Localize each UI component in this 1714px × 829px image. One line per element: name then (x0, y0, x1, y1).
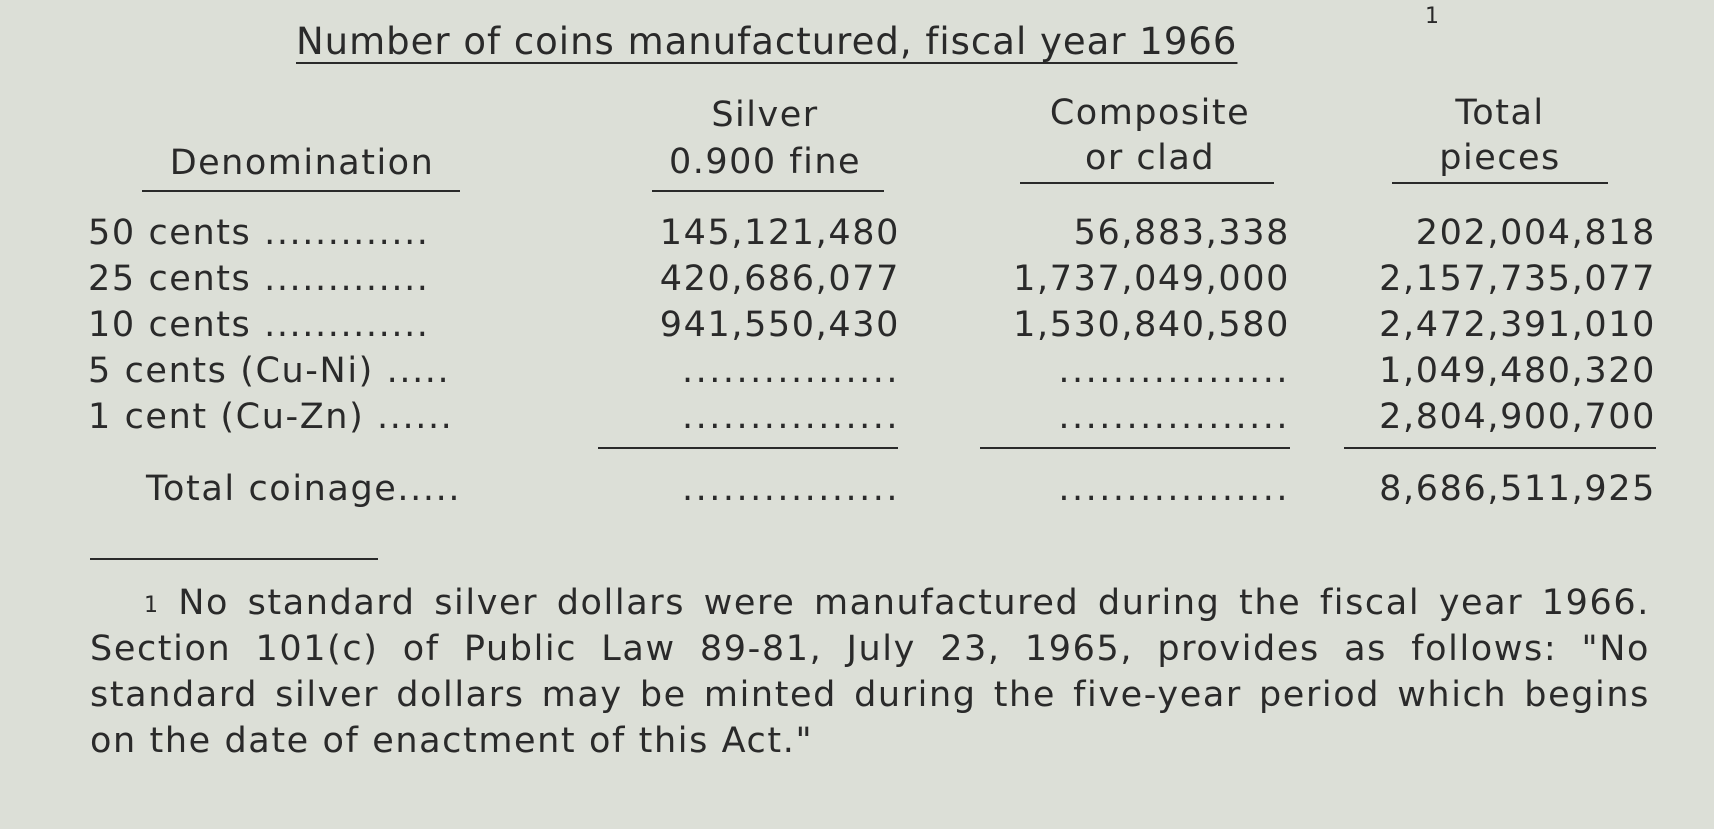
table-title: Number of coins manufactured, fiscal year 1966 (296, 20, 1238, 63)
total-row-total: 8,686,511,925 (1379, 469, 1656, 509)
title-footnote-marker: 1 (1425, 4, 1439, 29)
header-denomination: Denomination (169, 143, 435, 183)
header-composite-line2: or clad (1084, 138, 1216, 178)
row-composite: ................. (1058, 397, 1290, 437)
row-silver: 941,550,430 (659, 305, 900, 345)
row-denomination: 5 cents (Cu-Ni) ..... (88, 351, 451, 391)
header-composite-line1: Composite (1049, 93, 1251, 133)
row-denomination: 10 cents ............. (88, 305, 430, 345)
row-silver: ................ (681, 351, 900, 391)
row-total: 2,157,735,077 (1379, 259, 1656, 299)
header-silver-line1: Silver (711, 95, 819, 135)
header-total-line1: Total (1455, 93, 1545, 133)
row-total: 2,804,900,700 (1379, 397, 1656, 437)
footnote-text: No standard silver dollars were manufactured during the fiscal year 1966. Section 101(c) of Public Law 89-81, July 23, 1965, provides as follows: "No standard silver dollars may be minted during the five-year period which begins on the date of enactment of this Act." (90, 583, 1650, 761)
footnote-separator (90, 558, 378, 560)
row-composite: 56,883,338 (1073, 213, 1290, 253)
total-row-silver: ................ (681, 469, 900, 509)
total-row-label: Total coinage..... (146, 469, 462, 509)
row-denomination: 50 cents ............. (88, 213, 430, 253)
header-silver-rule (652, 190, 884, 192)
footnote (90, 580, 1650, 764)
row-silver: 420,686,077 (659, 259, 900, 299)
row-denomination: 25 cents ............. (88, 259, 430, 299)
row-silver: ................ (681, 397, 900, 437)
row-composite: ................. (1058, 351, 1290, 391)
silver-sum-rule (598, 447, 898, 449)
row-denomination: 1 cent (Cu-Zn) ...... (88, 397, 454, 437)
header-silver-line2: 0.900 fine (668, 142, 862, 182)
total-row-composite: ................. (1058, 469, 1290, 509)
composite-sum-rule (980, 447, 1290, 449)
row-total: 1,049,480,320 (1379, 351, 1656, 391)
header-total-rule (1392, 182, 1608, 184)
header-composite-rule (1020, 182, 1274, 184)
row-composite: 1,737,049,000 (1013, 259, 1290, 299)
row-total: 202,004,818 (1415, 213, 1656, 253)
row-total: 2,472,391,010 (1379, 305, 1656, 345)
row-composite: 1,530,840,580 (1013, 305, 1290, 345)
footnote-marker: 1 (144, 593, 160, 618)
header-denomination-rule (142, 190, 460, 192)
row-silver: 145,121,480 (659, 213, 900, 253)
total-sum-rule (1344, 447, 1656, 449)
header-total-line2: pieces (1439, 138, 1561, 178)
